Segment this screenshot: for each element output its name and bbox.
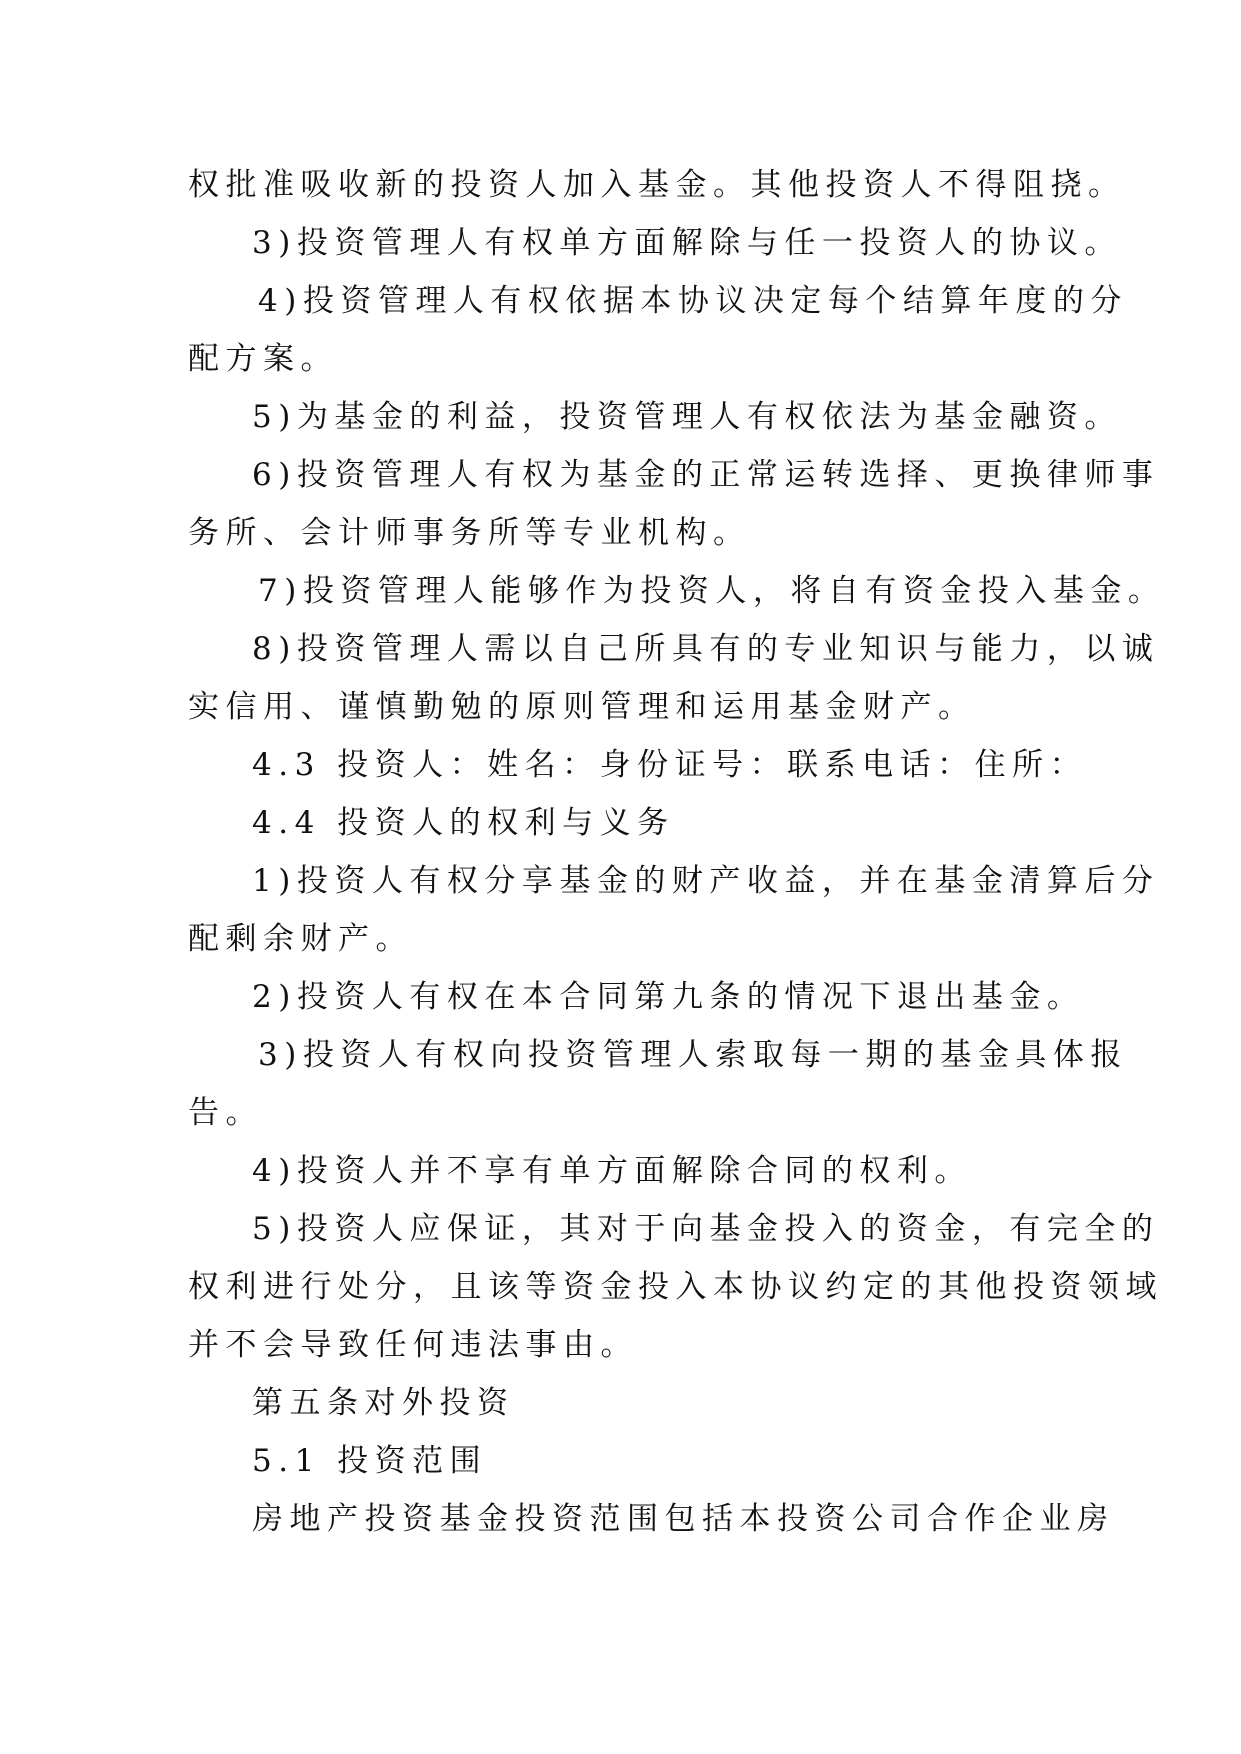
text-line: 配剩余财产。 bbox=[188, 921, 413, 957]
text-line: 告。 bbox=[188, 1095, 263, 1131]
article-heading: 第五条对外投资 bbox=[252, 1385, 515, 1421]
section-heading: 5.1 投资范围 bbox=[252, 1443, 488, 1479]
text-line: 2)投资人有权在本合同第九条的情况下退出基金。 bbox=[252, 979, 1085, 1015]
text-line: 1)投资人有权分享基金的财产收益，并在基金清算后分 bbox=[252, 863, 1160, 899]
section-heading: 4.3 投资人：姓名：身份证号：联系电话：住所： bbox=[252, 747, 1088, 783]
text-line: 权利进行处分，且该等资金投入本协议约定的其他投资领域 bbox=[188, 1269, 1163, 1305]
section-heading: 4.4 投资人的权利与义务 bbox=[252, 805, 675, 841]
text-line: 3)投资人有权向投资管理人索取每一期的基金具体报 bbox=[258, 1037, 1128, 1073]
text-line: 4)投资人并不享有单方面解除合同的权利。 bbox=[252, 1153, 972, 1189]
text-line: 5)投资人应保证，其对于向基金投入的资金，有完全的 bbox=[252, 1211, 1160, 1247]
text-line: 7)投资管理人能够作为投资人，将自有资金投入基金。 bbox=[258, 573, 1166, 609]
text-line: 8)投资管理人需以自己所具有的专业知识与能力，以诚 bbox=[252, 631, 1160, 667]
text-line: 3)投资管理人有权单方面解除与任一投资人的协议。 bbox=[252, 225, 1122, 261]
text-line: 实信用、谨慎勤勉的原则管理和运用基金财产。 bbox=[188, 689, 976, 725]
text-line: 务所、会计师事务所等专业机构。 bbox=[188, 515, 751, 551]
text-line: 6)投资管理人有权为基金的正常运转选择、更换律师事 bbox=[252, 457, 1160, 493]
text-line: 并不会导致任何违法事由。 bbox=[188, 1327, 638, 1363]
text-line: 房地产投资基金投资范围包括本投资公司合作企业房 bbox=[252, 1501, 1115, 1537]
text-line: 权批准吸收新的投资人加入基金。其他投资人不得阻挠。 bbox=[188, 167, 1126, 203]
text-line: 5)为基金的利益，投资管理人有权依法为基金融资。 bbox=[252, 399, 1122, 435]
text-line: 4)投资管理人有权依据本协议决定每个结算年度的分 bbox=[258, 283, 1128, 319]
text-line: 配方案。 bbox=[188, 341, 338, 377]
